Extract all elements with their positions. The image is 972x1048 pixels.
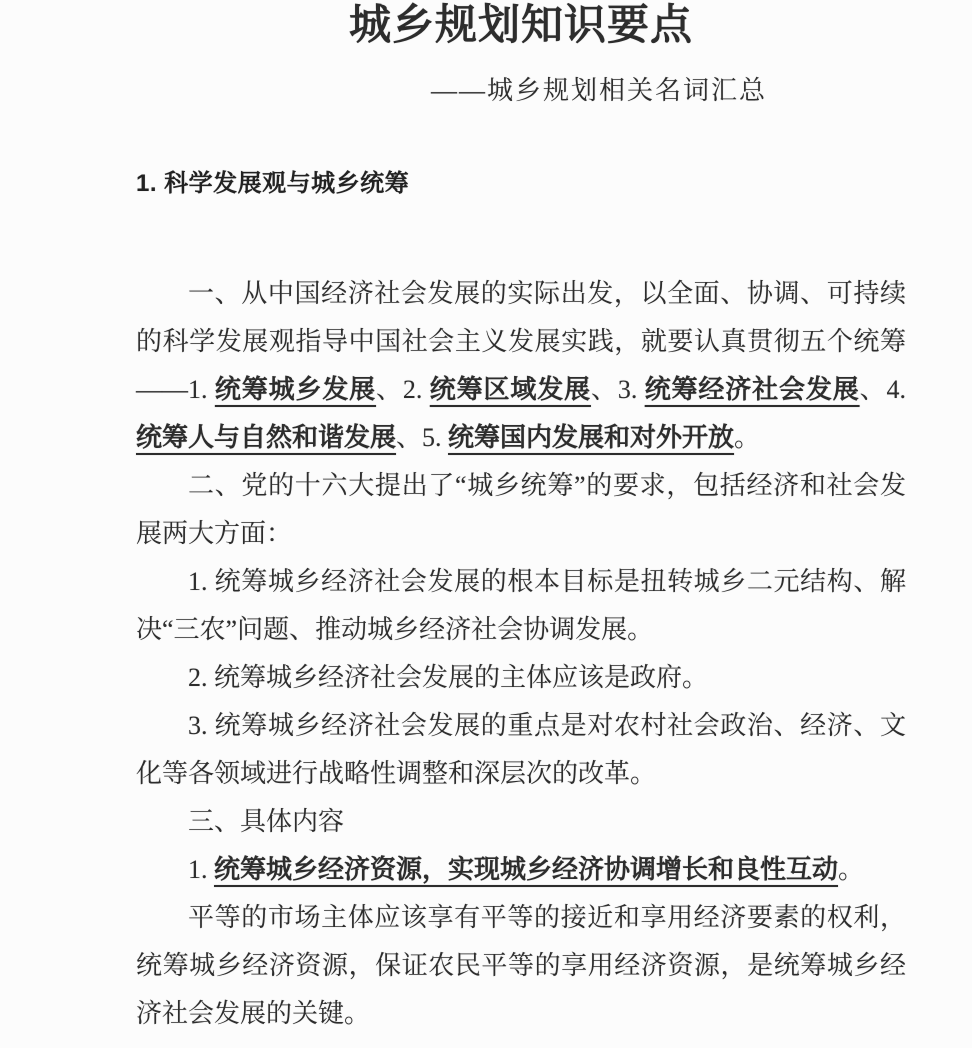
emphasized-term: 统筹人与自然和谐发展 (136, 423, 397, 452)
text-run: 、5. (396, 423, 449, 452)
paragraph-2 (136, 462, 906, 558)
text-run: 3. 统筹城乡经济社会发展的重点是对农村社会政治、经济、文化等各领域进行战略性调整和深层次的改革。 (136, 711, 906, 788)
text-run: 、4. (859, 375, 906, 404)
paragraph-7 (136, 846, 906, 894)
text-run: 三、具体内容 (188, 807, 345, 836)
emphasized-term: 统筹区域发展 (429, 375, 591, 404)
emphasized-term: 统筹城乡发展 (214, 375, 377, 404)
text-run: 一、从中国经济社会发展的实际出发，以全面、协调、可持续的科学发展观指导中国社会主义发展实践，就要认真贯彻五个统筹——1. (136, 279, 906, 404)
paragraph-1 (136, 270, 906, 462)
text-run: 二、党的十六大提出了“城乡统筹”的要求，包括经济和社会发展两大方面： (136, 471, 906, 548)
paragraph-4 (136, 654, 906, 702)
text-run: 1. (188, 855, 214, 884)
emphasized-term: 统筹国内发展和对外开放 (448, 423, 735, 452)
text-run: 。 (838, 855, 865, 884)
text-run: 1. 统筹城乡经济社会发展的根本目标是扭转城乡二元结构、解决“三农”问题、推动城乡经济社会协调发展。 (136, 567, 906, 644)
paragraph-6 (136, 798, 906, 846)
emphasized-term: 统筹经济社会发展 (644, 375, 860, 404)
text-run: 2. 统筹城乡经济社会发展的主体应该是政府。 (188, 663, 709, 692)
document-body (136, 270, 906, 1038)
paragraph-8 (136, 894, 906, 1038)
text-run: 。 (734, 423, 761, 452)
document-subtitle: ——城乡规划相关名词汇总 (431, 76, 768, 105)
section-heading: 1. 科学发展观与城乡统筹 (136, 170, 410, 197)
paragraph-3 (136, 558, 906, 654)
text-run: 、3. (590, 375, 645, 404)
text-run: 平等的市场主体应该享有平等的接近和享用经济要素的权利，统筹城乡经济资源，保证农民平等的享用经济资源，是统筹城乡经济社会发展的关键。 (136, 903, 906, 1028)
text-run: 、2. (376, 375, 430, 404)
emphasized-term: 统筹城乡经济资源，实现城乡经济协调增长和良性互动 (214, 855, 839, 884)
paragraph-5 (136, 702, 906, 798)
document-title: 城乡规划知识要点 (348, 3, 693, 49)
